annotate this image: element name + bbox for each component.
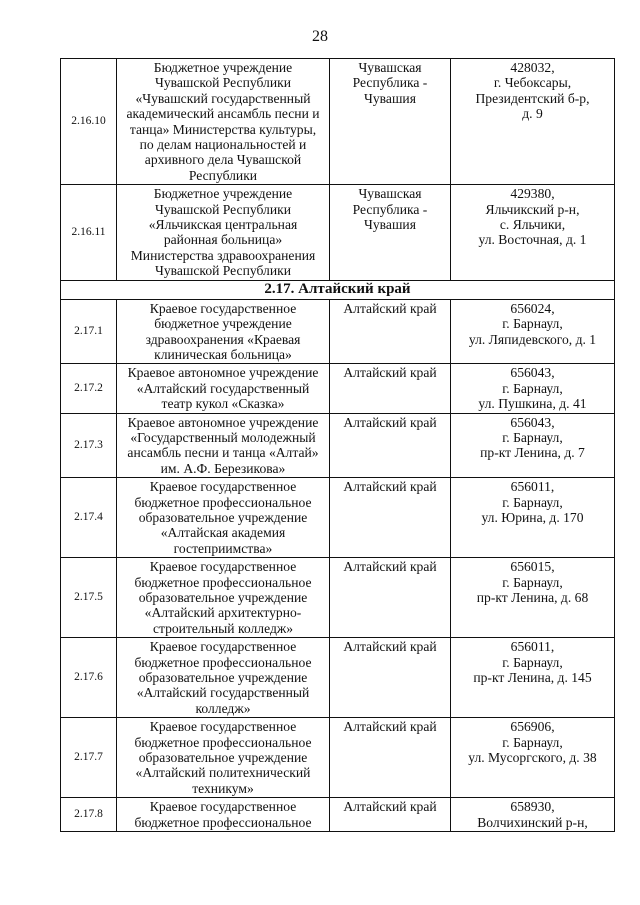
institution-name-line: Чувашской Республики [155,75,291,91]
address-line: г. Барнаул, [502,574,563,590]
institution-name-cell [117,59,330,185]
institution-name-line: «Государственный молодежный [130,429,316,445]
institution-name-line: образовательное учреждение [138,750,308,766]
institution-name-line: бюджетное профессиональное [134,494,312,510]
institution-name-line: «Алтайский архитектурно- [144,605,302,621]
table-row [61,364,615,413]
institution-name-line: театр кукол «Сказка» [161,396,285,412]
address-line: ул. Ляпидевского, д. 1 [468,331,597,347]
table-row [61,299,615,364]
institution-name-line: «Чувашский государственный [135,90,311,106]
region-name-cell [330,718,451,798]
institution-name-line: по делам национальностей и [139,137,307,153]
region-name-line: Алтайский край [343,300,437,316]
address-line: пр-кт Ленина, д. 7 [480,445,585,461]
address-line: г. Чебоксары, [493,75,572,91]
address-line: 656011, [510,479,555,495]
row-number: 2.17.6 [61,638,117,718]
region-name-cell [330,478,451,558]
institution-name-cell [117,718,330,798]
table-row [61,558,615,638]
institution-name-cell [117,558,330,638]
address-line: 656024, [510,300,555,316]
institution-name-line: Краевое государственное [149,799,297,815]
institution-name-line: танца» Министерства культуры, [129,121,317,137]
address-line: 656906, [510,719,555,735]
institution-name-cell [117,413,330,478]
address-line: ул. Восточная, д. 1 [478,232,587,248]
region-name-line: Алтайский край [343,559,437,575]
address-line: пр-кт Ленина, д. 68 [476,590,589,605]
institution-name-line: бюджетное профессиональное [134,814,312,830]
institution-name-line: образовательное учреждение [138,590,308,605]
address-line: 658930, [510,799,555,815]
table-row [61,185,615,280]
institution-name-line: бюджетное учреждение [154,316,292,332]
address-line: г. Барнаул, [502,380,563,396]
institution-name-line: Республики [188,167,258,183]
address-line: Волчихинский р-н, [477,814,588,830]
institution-name-line: им. А.Ф. Березикова» [160,460,286,476]
region-name-cell [330,638,451,718]
institution-name-cell [117,478,330,558]
region-name-line: Алтайский край [343,414,437,430]
region-name-line: Чувашия [364,217,416,233]
region-name-line: Республика - [352,201,428,217]
region-name-line: Алтайский край [343,365,437,381]
table-row [61,478,615,558]
address-line: ул. Мусоргского, д. 38 [468,750,597,766]
row-number: 2.17.3 [61,413,117,478]
address-line: 656011, [510,639,555,655]
region-name-cell [330,798,451,832]
region-name-line: Алтайский край [343,639,437,655]
institution-name-line: бюджетное профессиональное [134,654,312,670]
institution-name-line: «Алтайская академия [160,525,286,541]
address-line: Президентский б-р, [475,90,590,106]
institution-name-cell [117,798,330,832]
institution-name-line: академический ансамбль песни и [126,106,320,122]
institution-name-line: бюджетное профессиональное [134,734,312,750]
institution-name-line: Краевое автономное учреждение [127,365,319,381]
table-row [61,718,615,798]
row-number: 2.16.11 [61,185,117,280]
region-name-cell [330,299,451,364]
institution-name-line: «Яльчикская центральная [148,217,298,233]
address-cell [451,798,615,832]
table-row [61,798,615,832]
institution-name-line: здравоохранения «Краевая [145,331,301,347]
table-row [61,638,615,718]
address-line: г. Барнаул, [502,316,563,332]
institution-name-line: бюджетное профессиональное [134,574,312,590]
table-row [61,59,615,185]
institution-name-line: колледж» [195,700,251,716]
address-line: 656015, [510,559,555,575]
institution-name-cell [117,299,330,364]
institution-name-line: Бюджетное учреждение [153,186,293,202]
row-number: 2.16.10 [61,59,117,185]
address-line: пр-кт Ленина, д. 145 [473,670,592,686]
address-line: Яльчикский р-н, [485,201,580,217]
institution-name-line: строительный колледж» [152,620,294,636]
address-cell [451,478,615,558]
institution-name-line: архивного дела Чувашской [144,152,302,168]
institution-name-line: Краевое государственное [149,479,297,495]
address-cell [451,718,615,798]
institution-name-line: техникум» [192,780,254,796]
address-cell [451,638,615,718]
address-line: д. 9 [522,106,543,122]
section-title: 2.17. Алтайский край [264,280,411,297]
address-line: 656043, [510,414,555,430]
address-cell [451,558,615,638]
institution-name-cell [117,185,330,280]
region-name-line: Чувашская [358,186,422,202]
address-cell [451,185,615,280]
address-cell [451,299,615,364]
section-cell [61,280,615,299]
page-number: 28 [312,28,328,45]
institution-name-line: Краевое автономное учреждение [127,414,319,430]
institution-name-line: Краевое государственное [149,719,297,735]
institution-name-line: Чувашской Республики [155,201,291,217]
institution-name-line: Министерства здравоохранения [130,247,316,263]
row-number: 2.17.4 [61,478,117,558]
institution-name-line: Чувашской Республики [155,263,291,279]
institution-name-line: «Алтайский государственный [136,380,310,396]
address-line: 429380, [510,186,555,202]
institution-name-line: «Алтайский политехнический [135,765,311,781]
row-number: 2.17.1 [61,299,117,364]
address-line: г. Барнаул, [502,654,563,670]
address-line: г. Барнаул, [502,494,563,510]
institution-name-line: образовательное учреждение [138,670,308,686]
institution-name-line: образовательное учреждение [138,509,308,525]
region-name-cell [330,364,451,413]
institution-name-line: Краевое государственное [149,639,297,655]
region-name-cell [330,558,451,638]
institution-name-line: «Алтайский государственный [136,685,310,701]
address-line: ул. Юрина, д. 170 [481,509,584,525]
institution-name-line: ансамбль песни и танца «Алтай» [127,445,319,461]
row-number: 2.17.5 [61,558,117,638]
region-name-line: Алтайский край [343,479,437,495]
row-number: 2.17.2 [61,364,117,413]
row-number: 2.17.7 [61,718,117,798]
institution-name-line: гостеприимства» [173,540,273,556]
address-cell [451,413,615,478]
table-row [61,413,615,478]
region-name-line: Чувашия [364,90,416,106]
institution-name-line: Бюджетное учреждение [153,60,293,75]
table-body-after [61,299,615,831]
institution-name-line: районная больница» [163,232,283,248]
region-name-cell [330,59,451,185]
region-name-line: Республика - [352,75,428,91]
address-line: г. Барнаул, [502,734,563,750]
institution-name-line: клиническая больница» [154,346,292,362]
region-name-line: Алтайский край [343,799,437,815]
registry-table [60,58,615,832]
row-number: 2.17.8 [61,798,117,832]
region-name-cell [330,413,451,478]
address-cell [451,59,615,185]
address-line: 656043, [510,365,555,381]
institution-name-cell [117,364,330,413]
section-row [61,280,615,299]
region-name-cell [330,185,451,280]
address-line: с. Яльчики, [499,217,566,233]
institution-name-cell [117,638,330,718]
address-line: 428032, [510,60,555,75]
address-line: ул. Пушкина, д. 41 [478,396,587,412]
institution-name-line: Краевое государственное [149,559,297,575]
region-name-line: Чувашская [358,60,422,75]
table-body-before [61,59,615,281]
institution-name-line: Краевое государственное [149,300,297,316]
address-cell [451,364,615,413]
address-line: г. Барнаул, [502,429,563,445]
section-header [61,280,615,299]
region-name-line: Алтайский край [343,719,437,735]
